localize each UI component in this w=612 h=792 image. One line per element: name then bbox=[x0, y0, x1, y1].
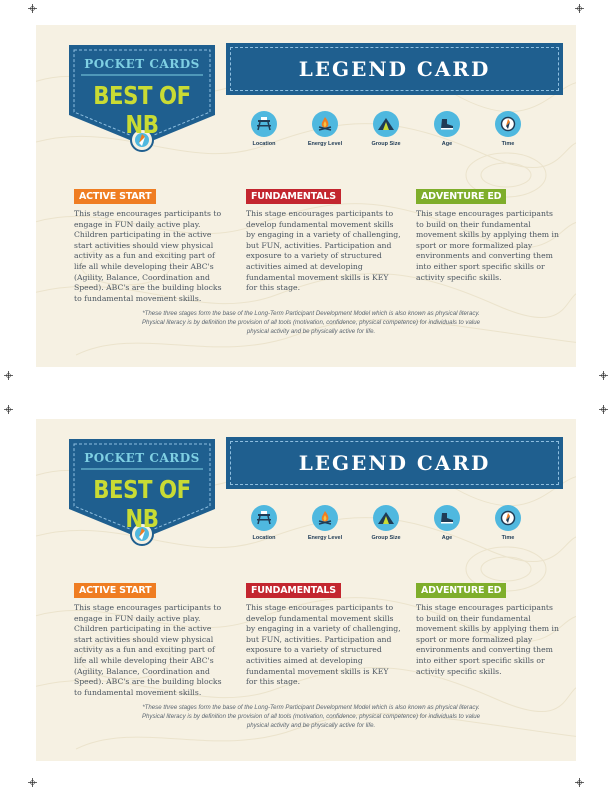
legend-banner bbox=[226, 43, 563, 95]
crop-mark bbox=[28, 778, 37, 787]
shoe-icon bbox=[434, 505, 460, 531]
legend-banner bbox=[226, 437, 563, 489]
crop-mark bbox=[575, 4, 584, 13]
legend-item-location bbox=[229, 111, 299, 147]
legend-item-energy bbox=[290, 505, 360, 541]
legend-label: Time bbox=[501, 535, 515, 541]
tent-icon bbox=[373, 505, 399, 531]
stage-fundamentals bbox=[246, 186, 401, 294]
stage-description: This stage encourages participants to build on their fundamental movement skills by applying them in sport or more formalized play environments and converting them into either sport specific skills or activity specific skills. bbox=[416, 209, 559, 282]
crop-mark bbox=[599, 405, 608, 414]
legend-label: Energy Level bbox=[307, 141, 343, 147]
stage-adventure-ed bbox=[416, 580, 561, 677]
pocket-cards-badge bbox=[69, 45, 215, 155]
legend-label: Energy Level bbox=[307, 535, 343, 541]
stage-active-start bbox=[74, 186, 229, 304]
legend-label: Group Size bbox=[371, 141, 401, 147]
stage-description: This stage encourages participants to develop fundamental movement skills by engaging in a variety of challenging, but FUN, activities. Participation and exposure to a variety of structured activities aimed at developing fundamental movement skills is KEY for this stage. bbox=[246, 209, 401, 293]
stage-description: This stage encourages participants to develop fundamental movement skills by engaging in a variety of challenging, but FUN, activities. Participation and exposure to a variety of structured activities aimed at developing fundamental movement skills is KEY for this stage. bbox=[246, 603, 401, 687]
compass-icon bbox=[495, 111, 521, 137]
campfire-icon bbox=[312, 111, 338, 137]
legend-card-bottom bbox=[36, 419, 576, 761]
pocket-cards-badge bbox=[69, 439, 215, 549]
badge-title: BEST OF NB bbox=[93, 475, 191, 533]
legend-item-age bbox=[412, 505, 482, 541]
stage-label: FUNDAMENTALS bbox=[246, 583, 341, 598]
picnic-table-icon bbox=[251, 111, 277, 137]
legend-title: LEGEND CARD bbox=[298, 57, 491, 81]
stage-description: This stage encourages participants to engage in FUN daily active play. Children participating in the active start activities should view physical activity as a fun and exciting part of life all while developing their ABC's (Agility, Balance, Coordination and Speed). ABC's are the building blocks to fundamental movement skills. bbox=[74, 209, 222, 303]
stage-label: ACTIVE START bbox=[74, 583, 156, 598]
badge-subtitle: POCKET CARDS bbox=[84, 451, 200, 465]
legend-item-energy bbox=[290, 111, 360, 147]
crop-mark bbox=[599, 371, 608, 380]
stage-description: This stage encourages participants to engage in FUN daily active play. Children participating in the active start activities should view physical activity as a fun and exciting part of life all while developing their ABC's (Agility, Balance, Coordination and Speed). ABC's are the building blocks to fundamental movement skills. bbox=[74, 603, 222, 697]
stage-label: ADVENTURE ED bbox=[416, 189, 506, 204]
stage-active-start bbox=[74, 580, 229, 698]
shoe-icon bbox=[434, 111, 460, 137]
stage-label: ADVENTURE ED bbox=[416, 583, 506, 598]
legend-item-location bbox=[229, 505, 299, 541]
legend-label: Age bbox=[441, 535, 453, 541]
legend-label: Age bbox=[441, 141, 453, 147]
legend-item-time bbox=[473, 111, 543, 147]
footnote: *These three stages form the base of the Long-Term Participant Development Model which is also known as physical literacy. Physical literacy is by definition the provision of all tools (motivation, confidence, physical competence) for individuals to value physical activity and be physically active for life. bbox=[141, 704, 481, 729]
crop-mark bbox=[575, 778, 584, 787]
legend-label: Location bbox=[252, 535, 276, 541]
picnic-table-icon bbox=[251, 505, 277, 531]
crop-mark bbox=[28, 4, 37, 13]
legend-item-group-size bbox=[351, 505, 421, 541]
legend-item-age bbox=[412, 111, 482, 147]
stage-label: FUNDAMENTALS bbox=[246, 189, 341, 204]
tent-icon bbox=[373, 111, 399, 137]
legend-title: LEGEND CARD bbox=[298, 451, 491, 475]
compass-icon bbox=[495, 505, 521, 531]
legend-item-group-size bbox=[351, 111, 421, 147]
legend-label: Group Size bbox=[371, 535, 401, 541]
footnote: *These three stages form the base of the Long-Term Participant Development Model which is also known as physical literacy. Physical literacy is by definition the provision of all tools (motivation, confidence, physical competence) for individuals to value physical activity and be physically active for life. bbox=[141, 310, 481, 335]
crop-mark bbox=[4, 371, 13, 380]
campfire-icon bbox=[312, 505, 338, 531]
legend-item-time bbox=[473, 505, 543, 541]
stage-description: This stage encourages participants to build on their fundamental movement skills by applying them in sport or more formalized play environments and converting them into either sport specific skills or activity specific skills. bbox=[416, 603, 559, 676]
stage-label: ACTIVE START bbox=[74, 189, 156, 204]
legend-label: Time bbox=[501, 141, 515, 147]
badge-title: BEST OF NB bbox=[93, 81, 191, 139]
stage-fundamentals bbox=[246, 580, 401, 688]
legend-label: Location bbox=[252, 141, 276, 147]
stage-adventure-ed bbox=[416, 186, 561, 283]
legend-card-top bbox=[36, 25, 576, 367]
badge-subtitle: POCKET CARDS bbox=[84, 57, 200, 71]
crop-mark bbox=[4, 405, 13, 414]
